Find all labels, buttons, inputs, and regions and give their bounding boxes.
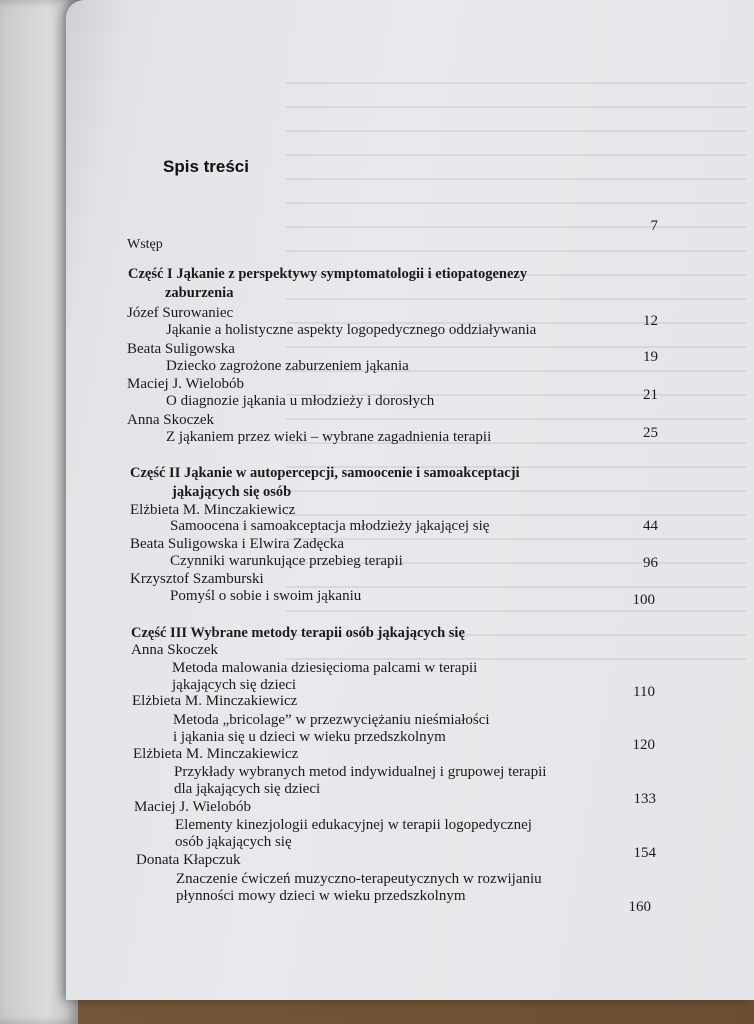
toc-author: Anna Skoczek [127,412,215,428]
toc-title: Znaczenie ćwiczeń muzyczno-terapeutycznych w rozwijaniu [176,871,542,887]
toc-intro-page: 7 [650,218,658,234]
part-heading-cont: zaburzenia [165,285,234,301]
toc-author: Beata Suligowska [127,341,235,357]
toc-author: Elżbieta M. Minczakiewicz [133,746,299,762]
toc-page: 21 [643,387,658,403]
toc-author: Maciej J. Wielobób [127,376,245,392]
toc-page: 160 [628,899,651,915]
toc-title: Dziecko zagrożone zaburzeniem jąkania [166,358,409,374]
toc-title: Przykłady wybranych metod indywidualnej i grupowej terapii [174,764,547,780]
part-heading: Część II Jąkanie w autopercepcji, samoocenie i samoakceptacji [130,465,520,481]
toc-title: Metoda „bricolage” w przezwyciężaniu nieśmiałości [173,712,490,728]
toc-page: 44 [643,518,658,534]
toc-page: 133 [633,791,656,807]
toc-page: 110 [633,684,655,700]
toc-author: Donata Kłapczuk [136,852,241,868]
toc-title: Czynniki warunkujące przebieg terapii [170,553,403,569]
page-title: Spis treści [163,157,249,176]
toc-page: 96 [643,555,658,571]
toc-page: 12 [643,313,658,329]
toc-title: Pomyśl o sobie i swoim jąkaniu [170,588,362,604]
toc-intro-label: Wstęp [127,237,163,252]
toc-title-cont: jąkających się dzieci [172,677,297,693]
toc-author: Elżbieta M. Minczakiewicz [132,693,298,709]
toc-author: Elżbieta M. Minczakiewicz [130,502,296,518]
toc-author: Krzysztof Szamburski [130,571,264,587]
part-heading: Część I Jąkanie z perspektywy symptomatologii i etiopatogenezy [128,266,528,282]
toc-author: Józef Surowaniec [127,305,234,321]
toc-title: Samoocena i samoakceptacja młodzieży jąkającej się [170,518,490,534]
toc-title: Elementy kinezjologii edukacyjnej w terapii logopedycznej [175,817,532,833]
toc-page: 19 [643,349,658,365]
toc-page: 100 [632,592,655,608]
toc-title: Z jąkaniem przez wieki – wybrane zagadnienia terapii [166,429,492,445]
toc-title-cont: dla jąkających się dzieci [174,781,321,797]
toc-author: Maciej J. Wielobób [134,799,252,815]
toc-title: Metoda malowania dziesięcioma palcami w terapii [172,660,478,676]
part-heading: Część III Wybrane metody terapii osób jąkających się [131,625,465,641]
toc-title: O diagnozie jąkania u młodzieży i dorosłych [166,393,435,409]
toc-title: Jąkanie a holistyczne aspekty logopedycznego oddziaływania [166,322,537,338]
toc-title-cont: osób jąkających się [175,834,292,850]
part-heading-cont: jąkających się osób [172,484,292,500]
toc-author: Beata Suligowska i Elwira Zadęcka [130,536,345,552]
toc-page: 25 [643,425,658,441]
toc-title-cont: płynności mowy dzieci w wieku przedszkolnym [176,888,466,904]
toc-page: 120 [632,737,655,753]
toc-page: 154 [633,845,656,861]
toc-title-cont: i jąkania się u dzieci w wieku przedszkolnym [173,729,446,745]
toc-author: Anna Skoczek [131,642,219,658]
